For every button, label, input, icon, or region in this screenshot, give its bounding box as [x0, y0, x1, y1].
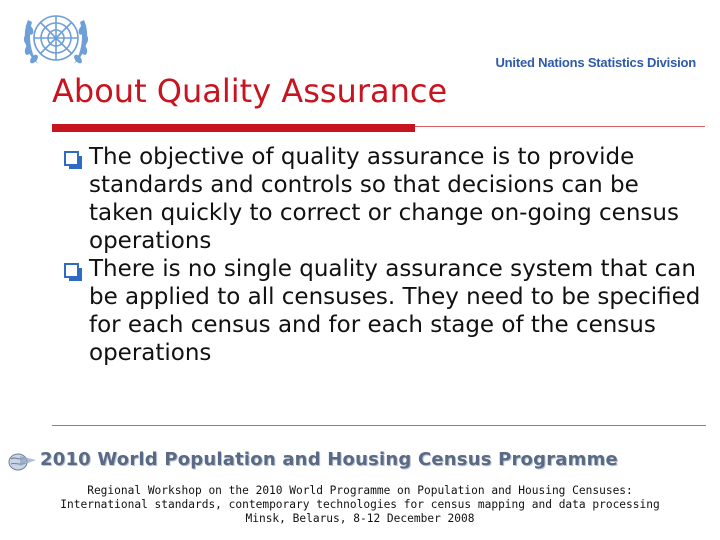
bullet-item: [64, 255, 704, 367]
footer-line: Minsk, Belarus, 8-12 December 2008: [245, 512, 475, 525]
checkbox-bullet-icon: [64, 263, 79, 278]
bullet-item: [64, 143, 704, 255]
bullet-text: There is no single quality assurance system that can be applied to all censuses. They need to be specified for each census and for each stage of the census operations: [89, 256, 701, 366]
title-underline-thin: [415, 126, 705, 127]
census-programme-banner: [6, 449, 676, 476]
banner-text: 2010 World Population and Housing Census Programme: [40, 449, 618, 470]
bullet-text: The objective of quality assurance is to provide standards and controls so that decisions can be taken quickly to correct or change on-going census operations: [89, 144, 679, 254]
title-underline: [52, 124, 415, 132]
footer-line: International standards, contemporary technologies for census mapping and data processing: [60, 498, 660, 511]
footer-line: Regional Workshop on the 2010 World Programme on Population and Housing Censuses:: [87, 484, 633, 497]
un-emblem-icon: [16, 6, 96, 76]
footer-divider: [52, 425, 706, 426]
globe-icon: [6, 450, 40, 472]
slide-title: About Quality Assurance: [52, 72, 448, 110]
checkbox-bullet-icon: [64, 151, 79, 166]
organization-name: United Nations Statistics Division: [495, 55, 696, 70]
bullet-list: [64, 143, 704, 367]
footer-caption: [0, 484, 720, 526]
